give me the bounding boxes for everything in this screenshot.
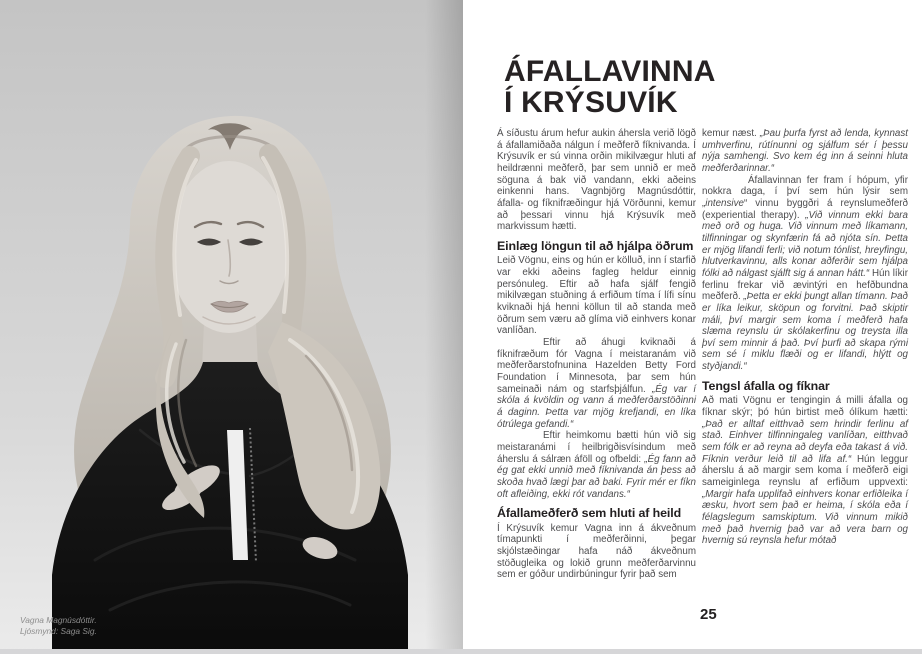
photo-caption — [20, 615, 97, 636]
article-paragraph: Áfallavinnan fer fram í hópum, yfir nokkra daga, í því sem hún lýsir sem „intensive“ vinnu byggðri á reynslumeðferð (experiential therapy). „Við vinnum ekki bara með orð og huga. Við vinnum með líkamann, tilfinningar og skynfærin fá að njóta sín. Þetta er mjög lifandi ferli; við notum tónlist, hreyfingu, hlutverkavinnu, alls konar aðferðir sem hjálpa fólki að nálgast sjálft sig á annan hátt.“ Hún líkir ferlinu frekar við ævintýri en hefðbundna meðferð. „Þetta er ekki þungt allan tímann. Það er líka leikur, sköpun og forvitni. Það skiptir máli, því margir sem koma í meðferð hafa slæma reynslu úr skólakerfinu og treysta illa því sem minnir á það. Því þurfi að skapa rými sem sé í miklu flæði og er lifandi, hlýtt og styðjandi.“ — [702, 174, 908, 373]
article-title-line2: Í KRÝSUVÍK — [504, 86, 678, 120]
article-title — [504, 56, 716, 118]
article-page — [463, 0, 922, 654]
article-paragraph: Í Krýsuvík kemur Vagna inn á ákveðnum tímapunkti í meðferðinni, þegar skjólstæðingar hafa náð ákveðnum stöðugleika og lokið grunn meðferðarvinnu sem er góður undirbúningur fyrir það sem — [497, 522, 696, 581]
photo-caption-name: Vagna Magnúsdóttir. — [20, 615, 97, 625]
section-heading: Tengsl áfalla og fíknar — [702, 378, 830, 393]
section-heading: Áfallameðferð sem hluti af heild — [497, 506, 682, 521]
article-paragraph: Eftir að áhugi kviknaði á fíknifræðum fór Vagna í meistaranám við meðferðarstofnunina Hazelden Betty Ford Foundation í Minnesota, þar sem hún sameinaði nám og starfsþjálfun. „Ég var í skóla á kvöldin og vann á meðferðarstöðinni á daginn. Þetta var mjög krefjandi, en líka ótrúlega gefandi.“ — [497, 337, 696, 430]
article-title-line1: ÁFALLAVINNA — [504, 55, 716, 89]
section-heading: Einlæg löngun til að hjálpa öðrum — [497, 238, 694, 253]
article-paragraph: Að mati Vögnu er tengingin á milli áfalla og fíknar skýr; þó hún birtist með ólíkum hætti: „Það er alltaf eitthvað sem hrindir ferlinu af stað. Einhver tilfinningaleg vanlíðan, eitthvað sem fólk er að reyna að deyfa eða takast á við. Fíknin verður leið til að lifa af.“ Hún leggur áherslu á að margir sem koma í meðferð eigi sameiginlega reynslu af erfiðum uppvexti: „Margir hafa upplifað einhvers konar erfiðleika í æsku, hvort sem það er heima, í skóla eða í félagslegum samskiptum. Við vinnum mikið með það hvernig það var að vera barn og hvernig sú reynsla hefur mótað — [702, 395, 908, 547]
page-bottom-edge — [0, 649, 922, 654]
article-paragraph: Eftir heimkomu bætti hún við sig meistaranámi í heilbrigðisvísindum með áherslu á sálræn áföll og ofbeldi: „Ég fann að ég gat ekki unnið með fíknivanda án þess að skoða hvað lægi þar að baki. Fyrir mér er fíkn oft afleiðing, ekki rót vandans.“ — [497, 430, 697, 500]
article-paragraph: kemur næst. „Þau þurfa fyrst að lenda, kynnast umhverfinu, rútínunni og sjálfum sér í þessu nýja samhengi. Svo kem ég inn á seinni hluta meðferðarinnar.“ — [702, 128, 908, 174]
page-number: 25 — [700, 606, 717, 623]
photo-caption-credit: Ljósmynd: Saga Sig. — [20, 625, 97, 636]
article-column-2 — [702, 128, 908, 547]
article-paragraph: Leið Vögnu, eins og hún er kölluð, inn í starfið var ekki aðeins fagleg heldur einnig persónuleg. Eftir að hafa sjálf fengið mikilvægan stuðning á erfiðum tíma í lífi sínu kviknaði hjá henni köllun til að standa með öðrum sem væru að glíma við einhvers konar vanlíðan. — [497, 255, 696, 337]
article-paragraph: Á síðustu árum hefur aukin áhersla verið lögð á áfallamiðaða nálgun í meðferð fíknivanda. Í Krýsuvík er sú vinna orðin mikilvægur hluti af heildrænni meðferð, þar sem unnið er með söguna á bak við vandann, ekki aðeins einkenni hans. Vagnbjörg Magnúsdóttir, áfalla- og fíknifræðingur hjá Vörðunni, kemur að þessari vinnu hjá Krýsuvík með markvissum hætti. — [497, 128, 696, 233]
article-column-1 — [497, 128, 696, 581]
